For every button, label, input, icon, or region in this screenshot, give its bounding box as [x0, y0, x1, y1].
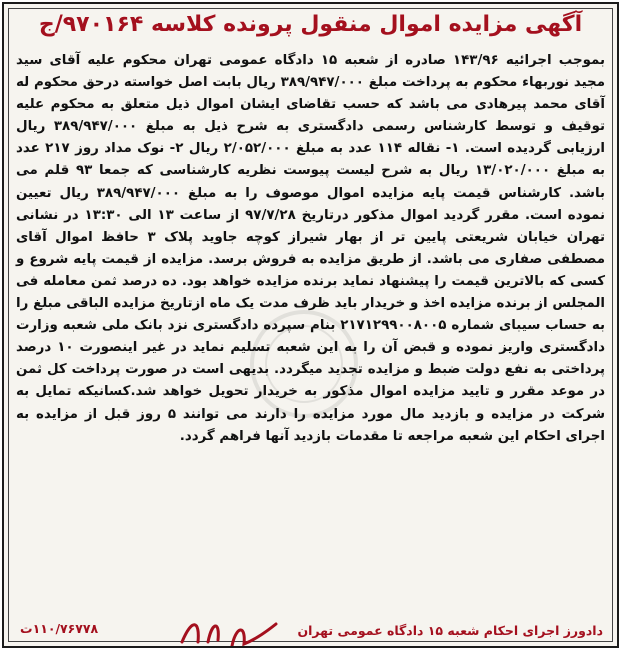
notice-signer: دادورز اجرای احکام شعبه ۱۵ دادگاه عمومی تهران	[297, 623, 603, 638]
reference-number: ۱۱۰/۷۶۷۷۸ت	[20, 621, 99, 636]
notice-frame	[2, 2, 619, 648]
handwritten-signature	[174, 612, 284, 648]
notice-title: آگهی مزایده اموال منقول پرونده کلاسه ۹۷۰۱۶۴/ج	[38, 12, 583, 37]
notice-body-text: بموجب اجرائیه ۱۴۳/۹۶ صادره از شعبه ۱۵ دادگاه عمومی تهران محکوم علیه آقای سید مجید نوربهاء محکوم به پرداخت مبلغ ۳۸۹/۹۴۷/۰۰۰ ریال بابت اصل خواسته درحق محکوم له آقای محمد پیرهادی می باشد که حسب تقاضای ایشان اموال ذیل متعلق به محکوم علیه توقیف و توسط کارشناس رسمی دادگستری به شرح ذیل به مبلغ ۳۸۹/۹۴۷/۰۰۰ ریال ارزیابی گردیده است. ۱- نقاله ۱۱۴ عدد به مبلغ ۲/۰۵۲/۰۰۰ ریال ۲- نوک مداد روز ۲۱۷ عدد به مبلغ ۱۳/۰۲۰/۰۰۰ ریال به شرح لیست پیوست نظریه کارشناسی که جمعا ۹۳ قلم می باشد. کارشناس قیمت پایه مزایده اموال موصوف را به مبلغ ۳۸۹/۹۴۷/۰۰۰ ریال تعیین نموده است. مقرر گردید اموال مذکور درتاریخ ۹۷/۷/۲۸ از ساعت ۱۳ الی ۱۳:۳۰ در نشانی تهران خیابان شریعتی پایین تر از بهار شیراز کوچه جاوید پلاک ۳ حافظ اموال آقای مصطفی صفاری می باشد. از طریق مزایده به فروش برسد. مزایده از قیمت پایه شروع و کسی که بالاترین قیمت را پیشنهاد نماید برنده مزایده خواهد بود. ده درصد ثمن معامله فی المجلس از برنده مزایده اخذ و خریدار باید ظرف مدت یک ماه ازتاریخ مزایده الباقی مبلغ را به حساب سیبای شماره ۲۱۷۱۲۹۹۰۰۸۰۰۵ بنام سپرده دادگستری نزد بانک ملی شعبه وزارت دادگستری واریز نموده و قبض آن را به این شعبه تسلیم نماید در غیر اینصورت ۱۰ درصد پرداختی به نفع دولت ضبط و مزایده تجدید میگردد. بدیهی است در صورت پرداخت کل ثمن در موعد مقرر و تایید مزایده اموال مذکور به خریدار تحویل خواهد شد.کسانیکه تمایل به شرکت در مزایده و بازدید مال مورد مزایده را دارند می توانند ۵ روز قبل از مزایده به اجرای احکام این شعبه مراجعه تا مقدمات بازدید آنها فراهم گردد.	[16, 53, 606, 444]
